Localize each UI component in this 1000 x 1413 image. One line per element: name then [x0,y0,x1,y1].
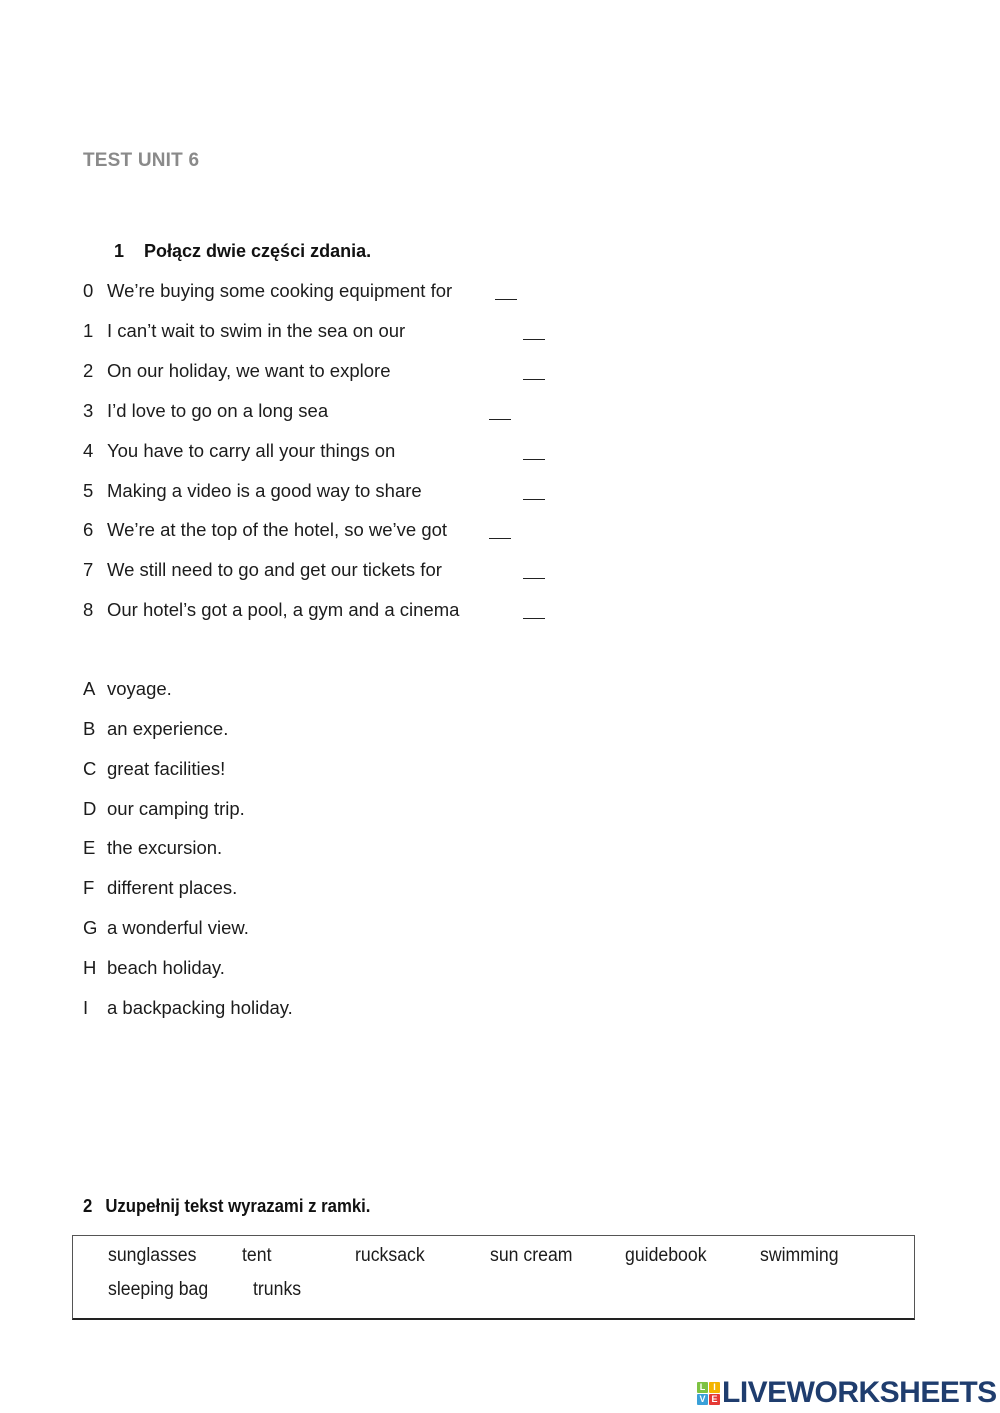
ending-text: beach holiday. [107,957,225,978]
sentence-index: 7 [83,559,94,580]
ending-text: a backpacking holiday. [107,997,293,1018]
answer-blank-1[interactable] [523,339,545,340]
ending-text: great facilities! [107,758,226,779]
sentence-index: 1 [83,320,94,341]
sentence-row-0 [83,279,452,303]
ending-letter: D [83,798,97,819]
exercise-2-heading [83,1196,370,1217]
logo-cell-v: V [697,1394,708,1405]
exercise-1-instruction: Połącz dwie części zdania. [144,241,372,261]
sentence-row-5 [83,479,422,503]
answer-blank-0[interactable] [495,299,517,300]
sentence-text: You have to carry all your things on [107,440,396,461]
sentence-row-8 [83,598,459,622]
answer-blank-7[interactable] [523,578,545,579]
ending-letter: F [83,877,95,898]
ending-row-h [83,956,225,980]
ending-row-c [83,757,225,781]
exercise-1-heading [114,241,371,262]
ending-letter: A [83,678,96,699]
sentence-row-4 [83,439,395,463]
sentence-text: We still need to go and get our tickets for [107,559,442,580]
ending-letter: B [83,718,96,739]
sentence-text: We’re buying some cooking equipment for [107,280,453,301]
word-box-item: trunks [253,1279,302,1300]
ending-row-a [83,677,172,701]
answer-blank-6[interactable] [489,538,511,539]
answer-blank-3[interactable] [489,419,511,420]
ending-row-e [83,836,222,860]
ending-text: different places. [107,877,238,898]
ending-letter: H [83,957,97,978]
logo-wordmark: LIVEWORKSHEETS [722,1376,997,1409]
sentence-text: Making a video is a good way to share [107,480,422,501]
answer-blank-2[interactable] [523,379,545,380]
logo-cell-i: I [709,1382,720,1393]
sentence-text: On our holiday, we want to explore [107,360,391,381]
sentence-index: 8 [83,599,94,620]
logo-cell-l: L [697,1382,708,1393]
logo-cell-e: E [709,1394,720,1405]
ending-text: the excursion. [107,837,223,858]
ending-row-g [83,916,249,940]
word-box-item: guidebook [625,1245,707,1266]
ending-text: an experience. [107,718,229,739]
word-box-item: rucksack [355,1245,425,1266]
word-box [72,1235,915,1320]
answer-blank-5[interactable] [523,499,545,500]
word-box-item: swimming [760,1245,839,1266]
sentence-index: 5 [83,480,94,501]
ending-row-i [83,996,293,1020]
sentence-row-2 [83,359,390,383]
ending-letter: C [83,758,97,779]
ending-text: a wonderful view. [107,917,249,938]
ending-text: voyage. [107,678,172,699]
ending-row-b [83,717,228,741]
word-box-item: sun cream [490,1245,573,1266]
sentence-index: 0 [83,280,94,301]
ending-letter: E [83,837,96,858]
answer-blank-4[interactable] [523,459,545,460]
ending-letter: I [83,997,89,1018]
sentence-index: 4 [83,440,94,461]
sentence-text: I can’t wait to swim in the sea on our [107,320,406,341]
sentence-row-1 [83,319,405,343]
exercise-1-number: 1 [114,241,125,261]
sentence-row-6 [83,518,447,542]
ending-row-d [83,797,245,821]
answer-blank-8[interactable] [523,618,545,619]
sentence-row-7 [83,558,442,582]
sentence-text: Our hotel’s got a pool, a gym and a cinema [107,599,460,620]
sentence-index: 2 [83,360,94,381]
exercise-2-number: 2 [83,1196,93,1216]
ending-row-f [83,876,237,900]
document-title: TEST UNIT 6 [83,150,200,171]
sentence-text: We’re at the top of the hotel, so we’ve got [107,519,448,540]
ending-letter: G [83,917,98,938]
sentence-row-3 [83,399,328,423]
word-box-item: sunglasses [108,1245,197,1266]
sentence-index: 3 [83,400,94,421]
word-box-item: tent [242,1245,272,1266]
sentence-text: I’d love to go on a long sea [107,400,329,421]
sentence-index: 6 [83,519,94,540]
exercise-2-instruction: Uzupełnij tekst wyrazami z ramki. [105,1196,371,1216]
ending-text: our camping trip. [107,798,245,819]
liveworksheets-logo [697,1378,997,1408]
word-box-item: sleeping bag [108,1279,209,1300]
live-blocks-icon [697,1382,720,1405]
